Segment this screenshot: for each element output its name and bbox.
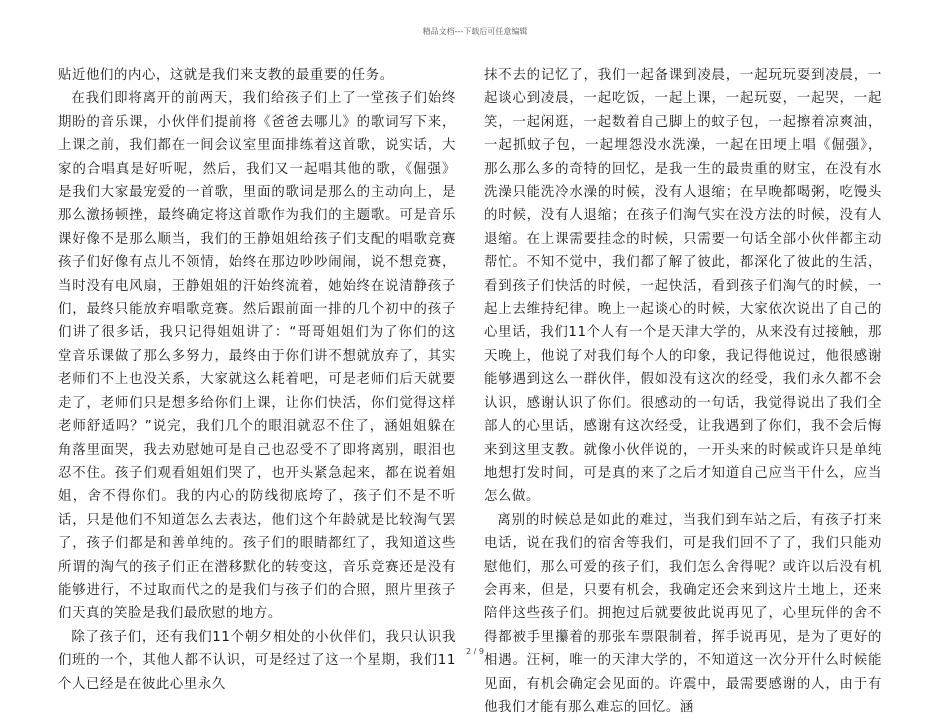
left-column (58, 64, 456, 696)
paragraph: 贴近他们的内心，这就是我们来支教的最重要的任务。 (58, 68, 394, 83)
paragraph: 抹不去的记忆了，我们一起备课到凌晨，一起玩玩耍到凌晨，一起谈心到凌晨，一起吃饭，一起上课，一起玩耍，一起哭，一起笑，一起闲逛，一起数着自己脚上的蚊子包，一起擦着凉爽油，一起抓蚊子包，一起埋怨没水洗澡，一起在田埂上唱《倔强》，那么那么多的奇特的回忆，是我一生的最贵重的财宝，在没有水洗澡只能洗冷水澡的时候，没有人退缩；在早晚都喝粥，吃馒头的时候，没有人退缩；在孩子们淘气实在没方法的时候，没有人退缩。在上课需要挂念的时候，只需要一句话全部小伙伴都主动帮忙。不知不觉中，我们都了解了彼此，都深化了彼此的生活，看到孩子们快活的时候，一起快活，看到孩子们淘气的时候，一起上去维持纪律。晚上一起谈心的时候，大家依次说出了自己的心里话，我们11个人有一个是天津大学的，从来没有过接触，那天晚上，他说了对我们每个人的印象，我记得他说过，他很感谢能够遇到这么一群伙伴，假如没有这次的经受，我们永久都不会认识，感谢认识了你们。很感动的一句话，我觉得说出了我们全部人的心里话，感谢有这次经受，让我遇到了你们，我不会后悔来到这里支教。就像小伙伴说的，一开头来的时候或许只是单纯地想打发时间，可是真的来了之后才知道自己应当干什么，应当怎么做。 (484, 68, 882, 505)
paragraph: 离别的时候总是如此的难过，当我们到车站之后，有孩子打来电话，说在我们的宿舍等我们，可是我们回不了了，我们只能劝慰他们，那么可爱的孩子们，我们怎么舍得呢？或许以后没有机会再来，但是，只要有机会，我确定还会来到这片土地上，还来陪伴这些孩子们。拥抱过后就要彼此说再见了，心里玩伴的舍不得都被手里攥着的那张车票限制着，挥手说再见，是为了更好的相遇。汪柯，唯一的天津大学的，不知道这一次分开什么时候能见面，有机会确定会见面的。许震中，最需要感谢的人，由于有他我们才能有那么难忘的回忆。涵 (484, 512, 882, 715)
paragraph: 除了孩子们，还有我们11个朝夕相处的小伙伴们，我只认识我们班的一个，其他人都不认识，可是经过了这一个星期，我们11个人已经是在彼此心里永久 (58, 629, 456, 692)
page-header: 精品文档---下载后可任意编辑 (422, 27, 528, 36)
paragraph: 在我们即将离开的前两天，我们给孩子们上了一堂孩子们始终期盼的音乐课，小伙伴们提前将《爸爸去哪儿》的歌词写下来，上课之前，我们都在一间会议室里面排练着这首歌，说实话，大家的合唱真是好听呢，然后，我们又一起唱其他的歌，《倔强》是我们大家最宠爱的一首歌，里面的歌词是那么的主动向上，是那么激扬顿挫，最终确定将这首歌作为我们的主题歌。可是音乐课好像不是那么顺当，我们的王静姐姐给孩子们支配的唱歌竞赛孩子们好像有点儿不领情，始终在那边吵吵闹闹，说不想竞赛，当时没有电风扇，王静姐姐的汗始终流着，她始终在说清静孩子们，最终只能放弃唱歌竞赛。然后跟前面一排的几个初中的孩子们讲了很多话，我只记得姐姐讲了：“哥哥姐姐们为了你们的这堂音乐课做了那么多努力，最终由于你们讲不想就放弃了，其实老师们不上也没关系，大家就这么耗着吧，可是老师们后天就要走了，老师们只是想多给你们上课，让你们快活，你们觉得这样老师舒适吗？”说完，我们几个的眼泪就忍不住了，涵姐姐躲在角落里面哭，我去劝慰她可是自己也忍受不了即将离别，眼泪也忍不住。孩子们观看姐姐们哭了，也开头紧急起来，都在说着姐姐，舍不得你们。我的内心的防线彻底垮了，孩子们不是不听话，只是他们不知道怎么去表达，他们这个年龄就是比较淘气罢了，孩子们都是和善单纯的。孩子们的眼睛都红了，我知道这些所谓的淘气的孩子们正在潜移默化的转变这，音乐竞赛还是没有能够进行，不过取而代之的是我们与孩子们的合照，照片里孩子们天真的笑脸是我们最欣慰的地方。 (58, 91, 456, 622)
page-number: 2 / 9 (466, 647, 484, 656)
right-column (484, 64, 882, 719)
